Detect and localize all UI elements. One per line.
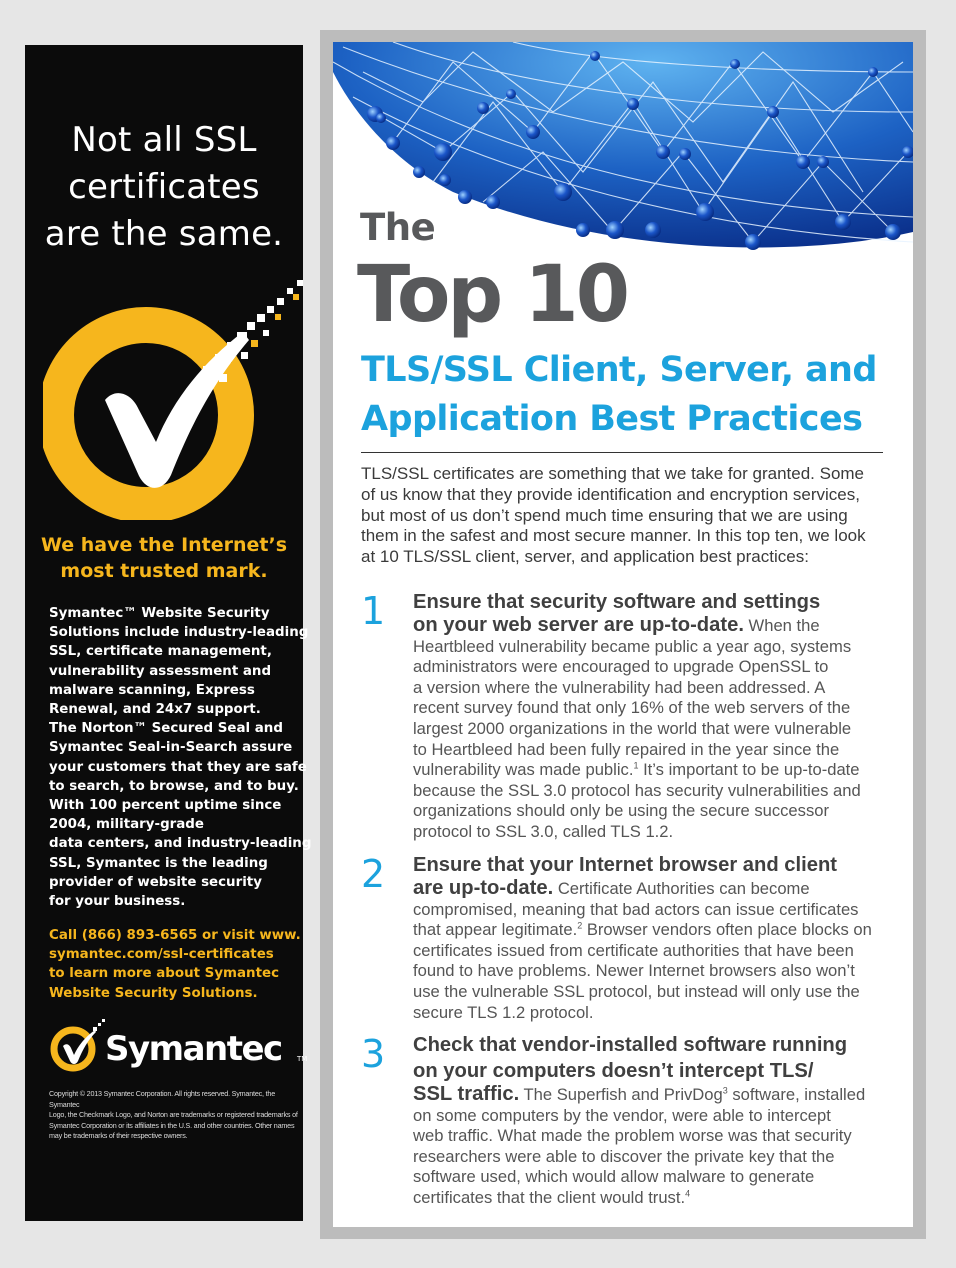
ad-headline-line: are the same.: [44, 214, 284, 254]
ad-body-line: data centers, and industry-leading: [49, 836, 312, 852]
item-number: 3: [361, 1032, 386, 1076]
item-line: administrators were encouraged to upgrade OpenSSL to: [413, 657, 829, 677]
title-top-10: Top 10: [357, 250, 627, 340]
copyright-line: may be trademarks of their respective owners.: [49, 1131, 188, 1141]
item-line: certificates issued from certificate authorities that have been: [413, 940, 854, 960]
title-divider: [361, 452, 883, 453]
ad-copyright: [49, 1089, 299, 1142]
ad-body-line: With 100 percent uptime since: [49, 798, 282, 814]
footnote-ref[interactable]: 2: [577, 920, 583, 931]
title-the: The: [360, 206, 436, 249]
ad-body-line: to search, to browse, and to buy.: [49, 778, 299, 794]
ad-cta-line[interactable]: symantec.com/ssl-certificates: [49, 947, 274, 963]
ad-tagline-line: most trusted mark.: [60, 560, 268, 582]
item-heading: Ensure that your Internet browser and client: [413, 854, 838, 876]
ad-headline: [25, 117, 303, 258]
ad-body-line: provider of website security: [49, 874, 262, 890]
symantec-advertisement: [25, 45, 312, 1221]
copyright-line: Logo, the Checkmark Logo, and Norton are trademarks or registered trademarks of: [49, 1110, 298, 1120]
item-line: secure TLS 1.2 protocol.: [413, 1002, 594, 1022]
footnote-ref[interactable]: 1: [633, 760, 639, 771]
intro-line: them in the safest and most secure manner. In this top ten, we look: [361, 526, 866, 546]
item-line: because the SSL 3.0 protocol has security vulnerabilities and: [413, 780, 861, 800]
item-text: software, installed: [727, 1085, 866, 1104]
item-text: vulnerability was made public.: [413, 760, 634, 780]
ad-body-line: Symantec Seal-in-Search assure: [49, 740, 293, 756]
item-line: Heartbleed vulnerability became public a year ago, systems: [413, 636, 852, 656]
ad-cta-line[interactable]: Call (866) 893-6565 or visit www.: [49, 928, 301, 943]
item-text: When the: [743, 616, 820, 635]
ad-body-line: Solutions include industry-leading: [49, 625, 309, 641]
ad-body-line: The Norton™ Secured Seal and: [49, 721, 283, 737]
item-line: use the vulnerable SSL protocol, but instead will only use the: [413, 981, 860, 1001]
ad-tagline-line: We have the Internet’s: [40, 534, 288, 556]
item-line: software used, which would allow malware to generate: [413, 1167, 815, 1187]
item-line: a version where the vulnerability had been addressed. A: [413, 677, 826, 697]
item-body: [413, 589, 903, 843]
item-line: protocol to SSL 3.0, called TLS 1.2.: [413, 821, 674, 841]
ad-body-line: SSL, certificate management,: [49, 644, 272, 660]
subtitle-line: Application Best Practices: [361, 399, 863, 439]
ad-cta-line[interactable]: Website Security Solutions.: [49, 985, 258, 1001]
symantec-checkmark-logo-icon: [43, 270, 305, 520]
item-text: It’s important to be up-to-date: [638, 760, 860, 780]
item-heading: SSL traffic.: [413, 1083, 520, 1105]
article-subtitle: [361, 346, 911, 444]
item-text: The Superfish and PrivDog: [519, 1085, 723, 1104]
footnote-ref[interactable]: 3: [722, 1085, 728, 1096]
item-text: that appear legitimate.: [413, 920, 578, 940]
ad-body-line: vulnerability assessment and: [49, 663, 272, 679]
ad-headline-line: certificates: [68, 167, 260, 207]
ad-body-text: [49, 604, 312, 911]
symantec-brand-icon: [47, 1015, 109, 1075]
item-heading: on your web server are up-to-date.: [413, 614, 744, 636]
item-line: compromised, meaning that bad actors can issue certificates: [413, 899, 859, 919]
ad-body-line: malware scanning, Express: [49, 682, 255, 698]
intro-paragraph: [361, 464, 901, 568]
item-line: researchers were able to discover the private key that the: [413, 1146, 835, 1166]
copyright-line: Symantec Corporation or its affiliates in the U.S. and other countries. Other names: [49, 1120, 295, 1130]
copyright-line: Copyright © 2013 Symantec Corporation. All rights reserved. Symantec, the Symantec: [49, 1089, 276, 1109]
item-line: to Heartbleed had been fully repaired in the year since the: [413, 739, 840, 759]
ad-tagline: [25, 532, 303, 584]
item-heading: are up-to-date.: [413, 877, 554, 899]
subtitle-line: TLS/SSL Client, Server, and: [361, 350, 877, 390]
item-text: Browser vendors often place blocks on: [582, 920, 872, 940]
item-number: 1: [361, 589, 386, 633]
item-line: found to have problems. Newer Internet browsers also won’t: [413, 961, 855, 981]
ad-body-line: 2004, military-grade: [49, 817, 204, 833]
ad-call-to-action[interactable]: [49, 926, 299, 1003]
item-heading: on your computers doesn’t intercept TLS/: [413, 1060, 814, 1082]
ad-body-line: for your business.: [49, 894, 186, 910]
symantec-wordmark: Symantec: [105, 1029, 282, 1069]
ad-body-line: your customers that they are safe: [49, 759, 307, 775]
trademark-symbol: TM: [297, 1055, 308, 1063]
ad-body-line: Renewal, and 24x7 support.: [49, 702, 261, 718]
symantec-brand-logo: [47, 1015, 307, 1075]
item-line: largest 2000 organizations in the world that were vulnerable: [413, 718, 852, 738]
item-text: certificates that the client would trust.: [413, 1187, 686, 1207]
ad-headline-line: Not all SSL: [71, 120, 257, 160]
intro-line: TLS/SSL certificates are something that we take for granted. Some: [361, 464, 865, 483]
ad-body-line: SSL, Symantec is the leading: [49, 855, 268, 871]
item-heading: Check that vendor-installed software running: [413, 1034, 848, 1056]
footnote-ref[interactable]: 4: [685, 1188, 691, 1199]
item-line: web traffic. What made the problem worse was that security: [413, 1126, 852, 1146]
item-line: on some computers by the vendor, were able to intercept: [413, 1105, 831, 1125]
ad-body-line: Symantec™ Website Security: [49, 606, 270, 621]
intro-line: of us know that they provide identification and encryption services,: [361, 484, 860, 504]
item-number: 2: [361, 852, 386, 896]
ad-cta-line[interactable]: to learn more about Symantec: [49, 966, 280, 982]
item-text: Certificate Authorities can become: [553, 879, 810, 898]
intro-line: at 10 TLS/SSL client, server, and application best practices:: [361, 547, 809, 567]
intro-line: but most of us don’t spend much time ensuring that we are using: [361, 505, 848, 525]
article-panel: [333, 42, 913, 1227]
item-heading: Ensure that security software and settings: [413, 591, 821, 613]
item-body: [413, 1032, 903, 1209]
item-line: recent survey found that only 16% of the web servers of the: [413, 698, 851, 718]
item-body: [413, 852, 903, 1023]
item-line: organizations should only be using the secure successor: [413, 801, 830, 821]
